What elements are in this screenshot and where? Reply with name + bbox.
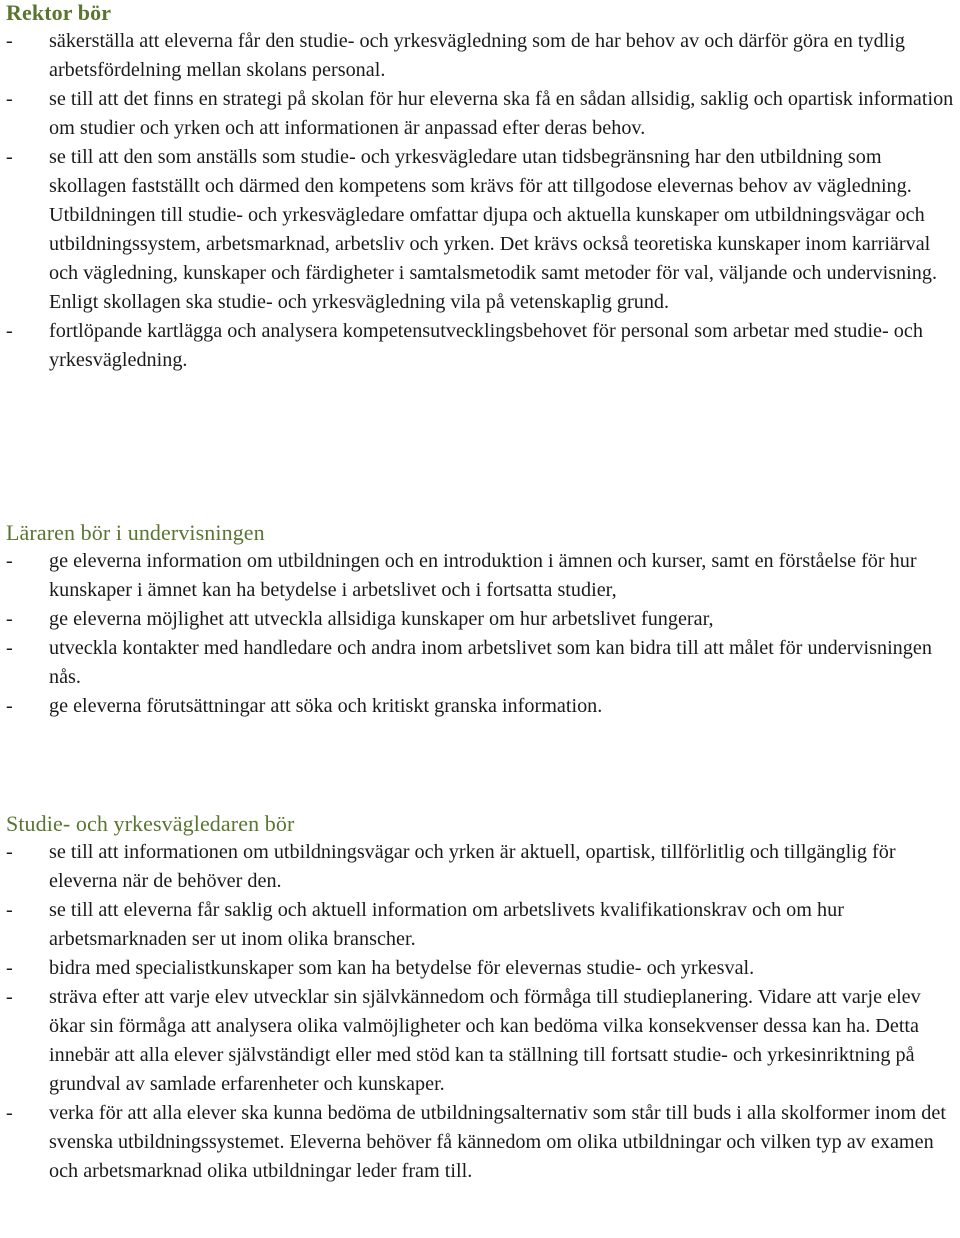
list-item-text: bidra med specialistkunskaper som kan ha betydelse för elevernas studie- och yrkesval. — [49, 957, 755, 979]
bullet-dash: - — [6, 695, 13, 717]
bullet-list — [6, 547, 956, 721]
bullet-dash: - — [6, 957, 13, 979]
list-item — [6, 634, 956, 692]
list-item-text: verka för att alla elever ska kunna bedöma de utbildningsalternativ som står till buds i alla skolformer inom det svenska utbildningssystemet. Eleverna behöver få kännedom om olika utbildningar och vilken typ av examen och arbetsmarknad olika utbildningar leder fram till. — [49, 1102, 946, 1182]
bullet-list — [6, 27, 956, 375]
list-item — [6, 983, 956, 1099]
bullet-dash: - — [6, 88, 13, 110]
section-heading: Studie- och yrkesvägledaren bör — [6, 811, 295, 836]
list-item — [6, 954, 956, 983]
bullet-dash: - — [6, 320, 13, 342]
section-lararen — [6, 518, 956, 721]
list-item — [6, 1099, 956, 1186]
bullet-list — [6, 838, 956, 1186]
list-item-text: se till att informationen om utbildningsvägar och yrken är aktuell, opartisk, tillförlitlig och tillgänglig för eleverna när de behöver den. — [49, 841, 896, 892]
list-item — [6, 317, 956, 375]
bullet-dash: - — [6, 1102, 13, 1124]
bullet-dash: - — [6, 146, 13, 168]
bullet-dash: - — [6, 550, 13, 572]
list-item — [6, 143, 956, 317]
list-item — [6, 27, 956, 85]
section-heading: Rektor bör — [6, 0, 112, 25]
section-heading: Läraren bör i undervisningen — [6, 520, 265, 545]
list-item — [6, 547, 956, 605]
list-item — [6, 85, 956, 143]
list-item-text: se till att eleverna får saklig och aktuell information om arbetslivets kvalifikationskrav och om hur arbetsmarknaden ser ut inom olika branscher. — [49, 899, 844, 950]
bullet-dash: - — [6, 30, 13, 52]
list-item-text: ge eleverna möjlighet att utveckla allsidiga kunskaper om hur arbetslivet fungerar, — [49, 608, 714, 630]
list-item-text: se till att det finns en strategi på skolan för hur eleverna ska få en sådan allsidig, saklig och opartisk information om studier och yrken och att informationen är anpassad efter deras behov. — [49, 88, 954, 139]
list-item-text: ge eleverna information om utbildningen och en introduktion i ämnen och kurser, samt en förståelse för hur kunskaper i ämnet kan ha betydelse i arbetslivet och i fortsatta studier, — [49, 550, 917, 601]
bullet-dash: - — [6, 986, 13, 1008]
list-item-text: utveckla kontakter med handledare och andra inom arbetslivet som kan bidra till att målet för undervisningen nås. — [49, 637, 932, 688]
list-item-text: säkerställa att eleverna får den studie- och yrkesvägledning som de har behov av och därför göra en tydlig arbetsfördelning mellan skolans personal. — [49, 30, 905, 81]
list-item-text: fortlöpande kartlägga och analysera kompetensutvecklingsbehovet för personal som arbetar med studie- och yrkesvägledning. — [49, 320, 923, 371]
list-item-text: ge eleverna förutsättningar att söka och kritiskt granska information. — [49, 695, 603, 717]
list-item-text: se till att den som anställs som studie- och yrkesvägledare utan tidsbegränsning har den utbildning som skollagen fastställt och därmed den kompetens som krävs för att tillgodose elevernas behov av vägledning. Utbildningen till studie- och yrkesvägledare omfattar djupa och aktuella kunskaper om utbildningsvägar och utbildningssystem, arbetsmarknad, arbetsliv och yrken. Det krävs också teoretiska kunskaper inom karriärval och vägledning, kunskaper och färdigheter i samtalsmetodik samt metoder för val, väljande och undervisning. Enligt skollagen ska studie- och yrkesvägledning vila på vetenskaplig grund. — [49, 146, 937, 313]
bullet-dash: - — [6, 637, 13, 659]
bullet-dash: - — [6, 608, 13, 630]
section-vagledaren — [6, 809, 956, 1186]
bullet-dash: - — [6, 899, 13, 921]
list-item — [6, 838, 956, 896]
bullet-dash: - — [6, 841, 13, 863]
section-rektor — [6, 0, 956, 375]
list-item — [6, 896, 956, 954]
list-item-text: sträva efter att varje elev utvecklar sin självkännedom och förmåga till studieplanering. Vidare att varje elev ökar sin förmåga att analysera olika valmöjligheter och kan bedöma vilka konsekvenser dessa kan ha. Detta innebär att alla elever självständigt eller med stöd kan ta ställning till fortsatt studie- och yrkesinriktning på grundval av samlade erfarenheter och kunskaper. — [49, 986, 921, 1095]
list-item — [6, 692, 956, 721]
list-item — [6, 605, 956, 634]
